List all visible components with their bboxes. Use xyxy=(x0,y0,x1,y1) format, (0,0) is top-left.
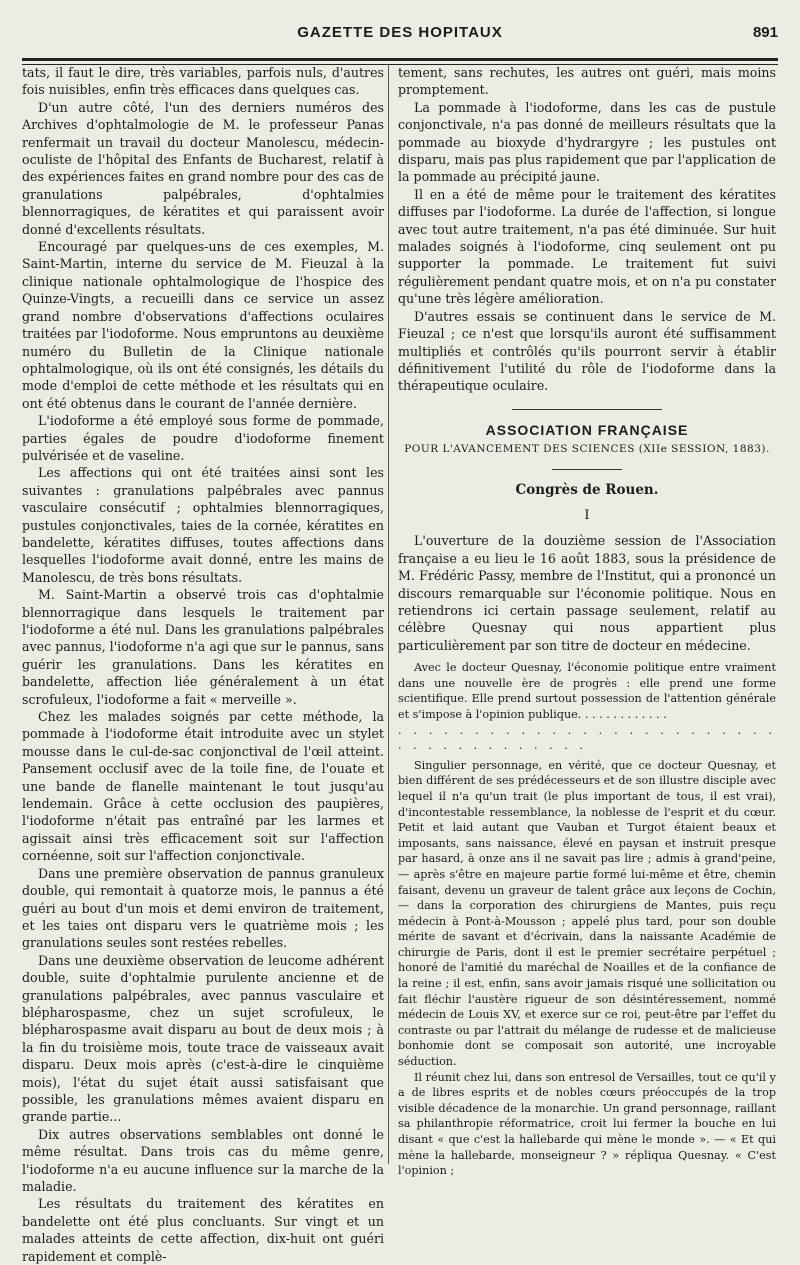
section-subtitle: POUR L'AVANCEMENT DES SCIENCES (XIIe SESSION, 1883). xyxy=(404,443,770,456)
left-column xyxy=(22,64,384,1264)
paragraph: Les résultats du traitement des kératites en bandelette ont été plus concluants. Sur vingt et un malades atteints de cette affection, dix-huit ont guéri rapidement et complè- xyxy=(22,1196,384,1264)
short-rule xyxy=(552,469,622,470)
paragraph: Dix autres observations semblables ont donné le même résultat. Dans trois cas du même genre, l'iodoforme n'a eu aucune influence sur la marche de la maladie. xyxy=(22,1126,384,1194)
paragraph: Il en a été de même pour le traitement des kératites diffuses par l'iodoforme. La durée de l'affection, si longue avec tout autre traitement, n'a pas été diminuée. Sur huit malades soignés à l'iodoforme, cinq seulement ont pu supporter la pommade. Le traitement fut suivi régulièrement pendant quatre mois, et on n'a pu constater qu'une très légère amélioration. xyxy=(398,186,776,307)
paragraph: Chez les malades soignés par cette méthode, la pommade à l'iodoforme était introduite avec un stylet mousse dans le cul-de-sac conjonctival de l'œil atteint. Pansement occlusif avec de la toile fine, de l'ouate et une bande de flanelle maintenant le tout jusqu'au lendemain. Grâce à cette occlusion des paupières, l'iodoforme n'était pas entraîné par les larmes et agissait ainsi très efficacement soit sur l'affection cornéenne, soit sur l'affection conjonctivale. xyxy=(22,709,384,864)
ellipsis-line: . . . . . . . . . . . . . . . . . . . . . . . . . . . . . . . . . . . . . . xyxy=(398,723,776,753)
paragraph: La pommade à l'iodoforme, dans les cas de pustule conjonctivale, n'a pas donné de meilleurs résultats que la pommade au bioxyde d'hydrargyre ; les pustules ont disparu, mais pas plus rapidement que par l'application de la pommade au précipité jaune. xyxy=(398,99,776,185)
section-number: I xyxy=(584,507,590,523)
page-header xyxy=(0,18,800,58)
quote-paragraph: Il réunit chez lui, dans son entresol de Versailles, tout ce qu'il y a de libres esprits et de nobles cœurs préoccupés de la trop visible décadence de la monarchie. Un grand personnage, raillant sa philanthropie réformatrice, croit lui fermer la bouche en lui disant « que c'est la hallebarde qui mène le monde ». — « Et qui mène la hallebarde, monseigneur ? » répliqua Quesnay. « C'est l'opinion ; xyxy=(398,1070,776,1178)
paragraph: Encouragé par quelques-uns de ces exemples, M. Saint-Martin, interne du service de M. Fieuzal à la clinique nationale ophtalmologique de l'hospice des Quinze-Vingts, a recueilli dans ce service un assez grand nombre d'observations d'affections oculaires traitées par l'iodoforme. Nous empruntons au deuxième numéro du Bulletin de la Clinique nationale ophtalmologique, où ils ont été consignés, les détails du mode d'emploi de cette méthode et les résultats qui en ont été obtenus dans le courant de l'année dernière. xyxy=(22,239,384,411)
paragraph: D'autres essais se continuent dans le service de M. Fieuzal ; ce n'est que lorsqu'ils auront été suffisamment multipliés et contrôlés qu'ils pourront servir à établir définitivement l'utilité du rôle de l'iodoforme dans la thérapeutique oculaire. xyxy=(398,308,776,394)
paragraph: L'ouverture de la douzième session de l'Association française a eu lieu le 16 août 1883, sous la présidence de M. Frédéric Passy, membre de l'Institut, qui a prononcé un discours remarquable sur l'économie politique. Nous en retiendrons ici certain passage seulement, relatif au célèbre Quesnay qui nous appartient plus particulièrement par son titre de docteur en médecine. xyxy=(398,533,776,653)
section-title: ASSOCIATION FRANÇAISE xyxy=(485,421,689,438)
section-heading: Congrès de Rouen. xyxy=(515,481,659,498)
paragraph: Dans une deuxième observation de leucome adhérent double, suite d'ophtalmie purulente ancienne et de granulations palpébrales, avec pannus vasculaire et blépharospasme, chez un sujet scrofuleux, le blépharospasme avait disparu au bout de deux mois ; à la fin du troisième mois, toute trace de vaisseaux avait disparu. Deux mois après (c'est-à-dire le cinquième mois), l'état du sujet était aussi satisfaisant que possible, les granulations mêmes avaient disparu en grande partie... xyxy=(22,952,384,1125)
paragraph: tats, il faut le dire, très variables, parfois nuls, d'autres fois nuisibles, enfin très efficaces dans quelques cas. xyxy=(22,65,384,98)
header-rule-thick xyxy=(22,58,778,61)
column-divider xyxy=(388,64,389,1164)
paragraph: Les affections qui ont été traitées ainsi sont les suivantes : granulations palpébrales avec pannus vasculaire consécutif ; ophtalmies blennorragiques, pustules conjonctivales, taies de la cornée, kératites en bandelette, kératites diffuses, toutes affections dans lesquelles l'iodoforme avait donné, entre les mains de Manolescu, de très bons résultats. xyxy=(22,465,384,585)
paragraph: Dans une première observation de pannus granuleux double, qui remontait à quatorze mois, le pannus a été guéri au bout d'un mois et demi environ de traitement, et les taies ont disparu vers le quatrième mois ; les granulations seules sont restées rebelles. xyxy=(22,865,384,951)
paragraph: L'iodoforme a été employé sous forme de pommade, parties égales de poudre d'iodoforme finement pulvérisée et de vaseline. xyxy=(22,413,384,463)
right-column xyxy=(398,64,776,1178)
paragraph: D'un autre côté, l'un des derniers numéros des Archives d'ophtalmologie de M. le professeur Panas renfermait un travail du docteur Manolescu, médecin-oculiste de l'hôpital des Enfants de Bucharest, relatif à des expériences faites en grand nombre pour des cas de granulations palpébrales, d'ophtalmies blennorragiques, de kératites et qui paraissent avoir donné d'excellents résultats. xyxy=(22,99,384,237)
section-separator xyxy=(512,409,662,410)
quote-paragraph: Singulier personnage, en vérité, que ce docteur Quesnay, et bien différent de ses prédécesseurs et de son illustre disciple avec lequel il n'a qu'un trait (le plus important de tous, il est vrai), d'incontestable ressemblance, la noblesse de l'esprit et du cœur. Petit et laid autant que Vauban et Turgot étaient beaux et imposants, sans naissance, élevé en paysan et instruit presque par hasard, à onze ans il ne savait pas lire ; admis à grand'peine, — après s'être en majeure partie formé lui-même et être, chemin faisant, devenu un graveur de talent grâce aux leçons de Cochin, — dans la corporation des chirurgiens de Mantes, puis reçu médecin à Pont-à-Mousson ; appelé plus tard, pour son double mérite de savant et d'écrivain, dans la naissante Académie de chirurgie de Paris, dont il est le premier secrétaire perpétuel ; honoré de l'amitié du maréchal de Noailles et de la confiance de la reine ; il est, enfin, sans avoir jamais risqué une sollicitation ou fait fléchir l'austère rigueur de son désintéressement, nommé médecin de Louis XV, et exerce sur ce roi, peut-être par l'effet du contraste ou par l'attrait du mélange de rudesse et de malicieuse bonhomie dont se composait son autorité, une incroyable séduction. xyxy=(398,758,776,1069)
quote-paragraph: Avec le docteur Quesnay, l'économie politique entre vraiment dans une nouvelle ère de progrès : elle prend une forme scientifique. Elle prend surtout possession de l'attention générale et s'impose à l'opinion publique. . . . . . . . . . . . . xyxy=(398,661,776,721)
paragraph: tement, sans rechutes, les autres ont guéri, mais moins promptement. xyxy=(398,65,776,98)
page-number: 891 xyxy=(752,24,778,41)
paragraph: M. Saint-Martin a observé trois cas d'ophtalmie blennorragique dans lesquels le traitement par l'iodoforme a été nul. Dans les granulations palpébrales avec pannus, l'iodoforme n'a agi que sur le pannus, sans guérir les granulations. Dans les kératites en bandelette, affection liée généralement à un état scrofuleux, l'iodoforme a fait « merveille ». xyxy=(22,587,384,707)
running-title: GAZETTE DES HOPITAUX xyxy=(297,24,503,41)
